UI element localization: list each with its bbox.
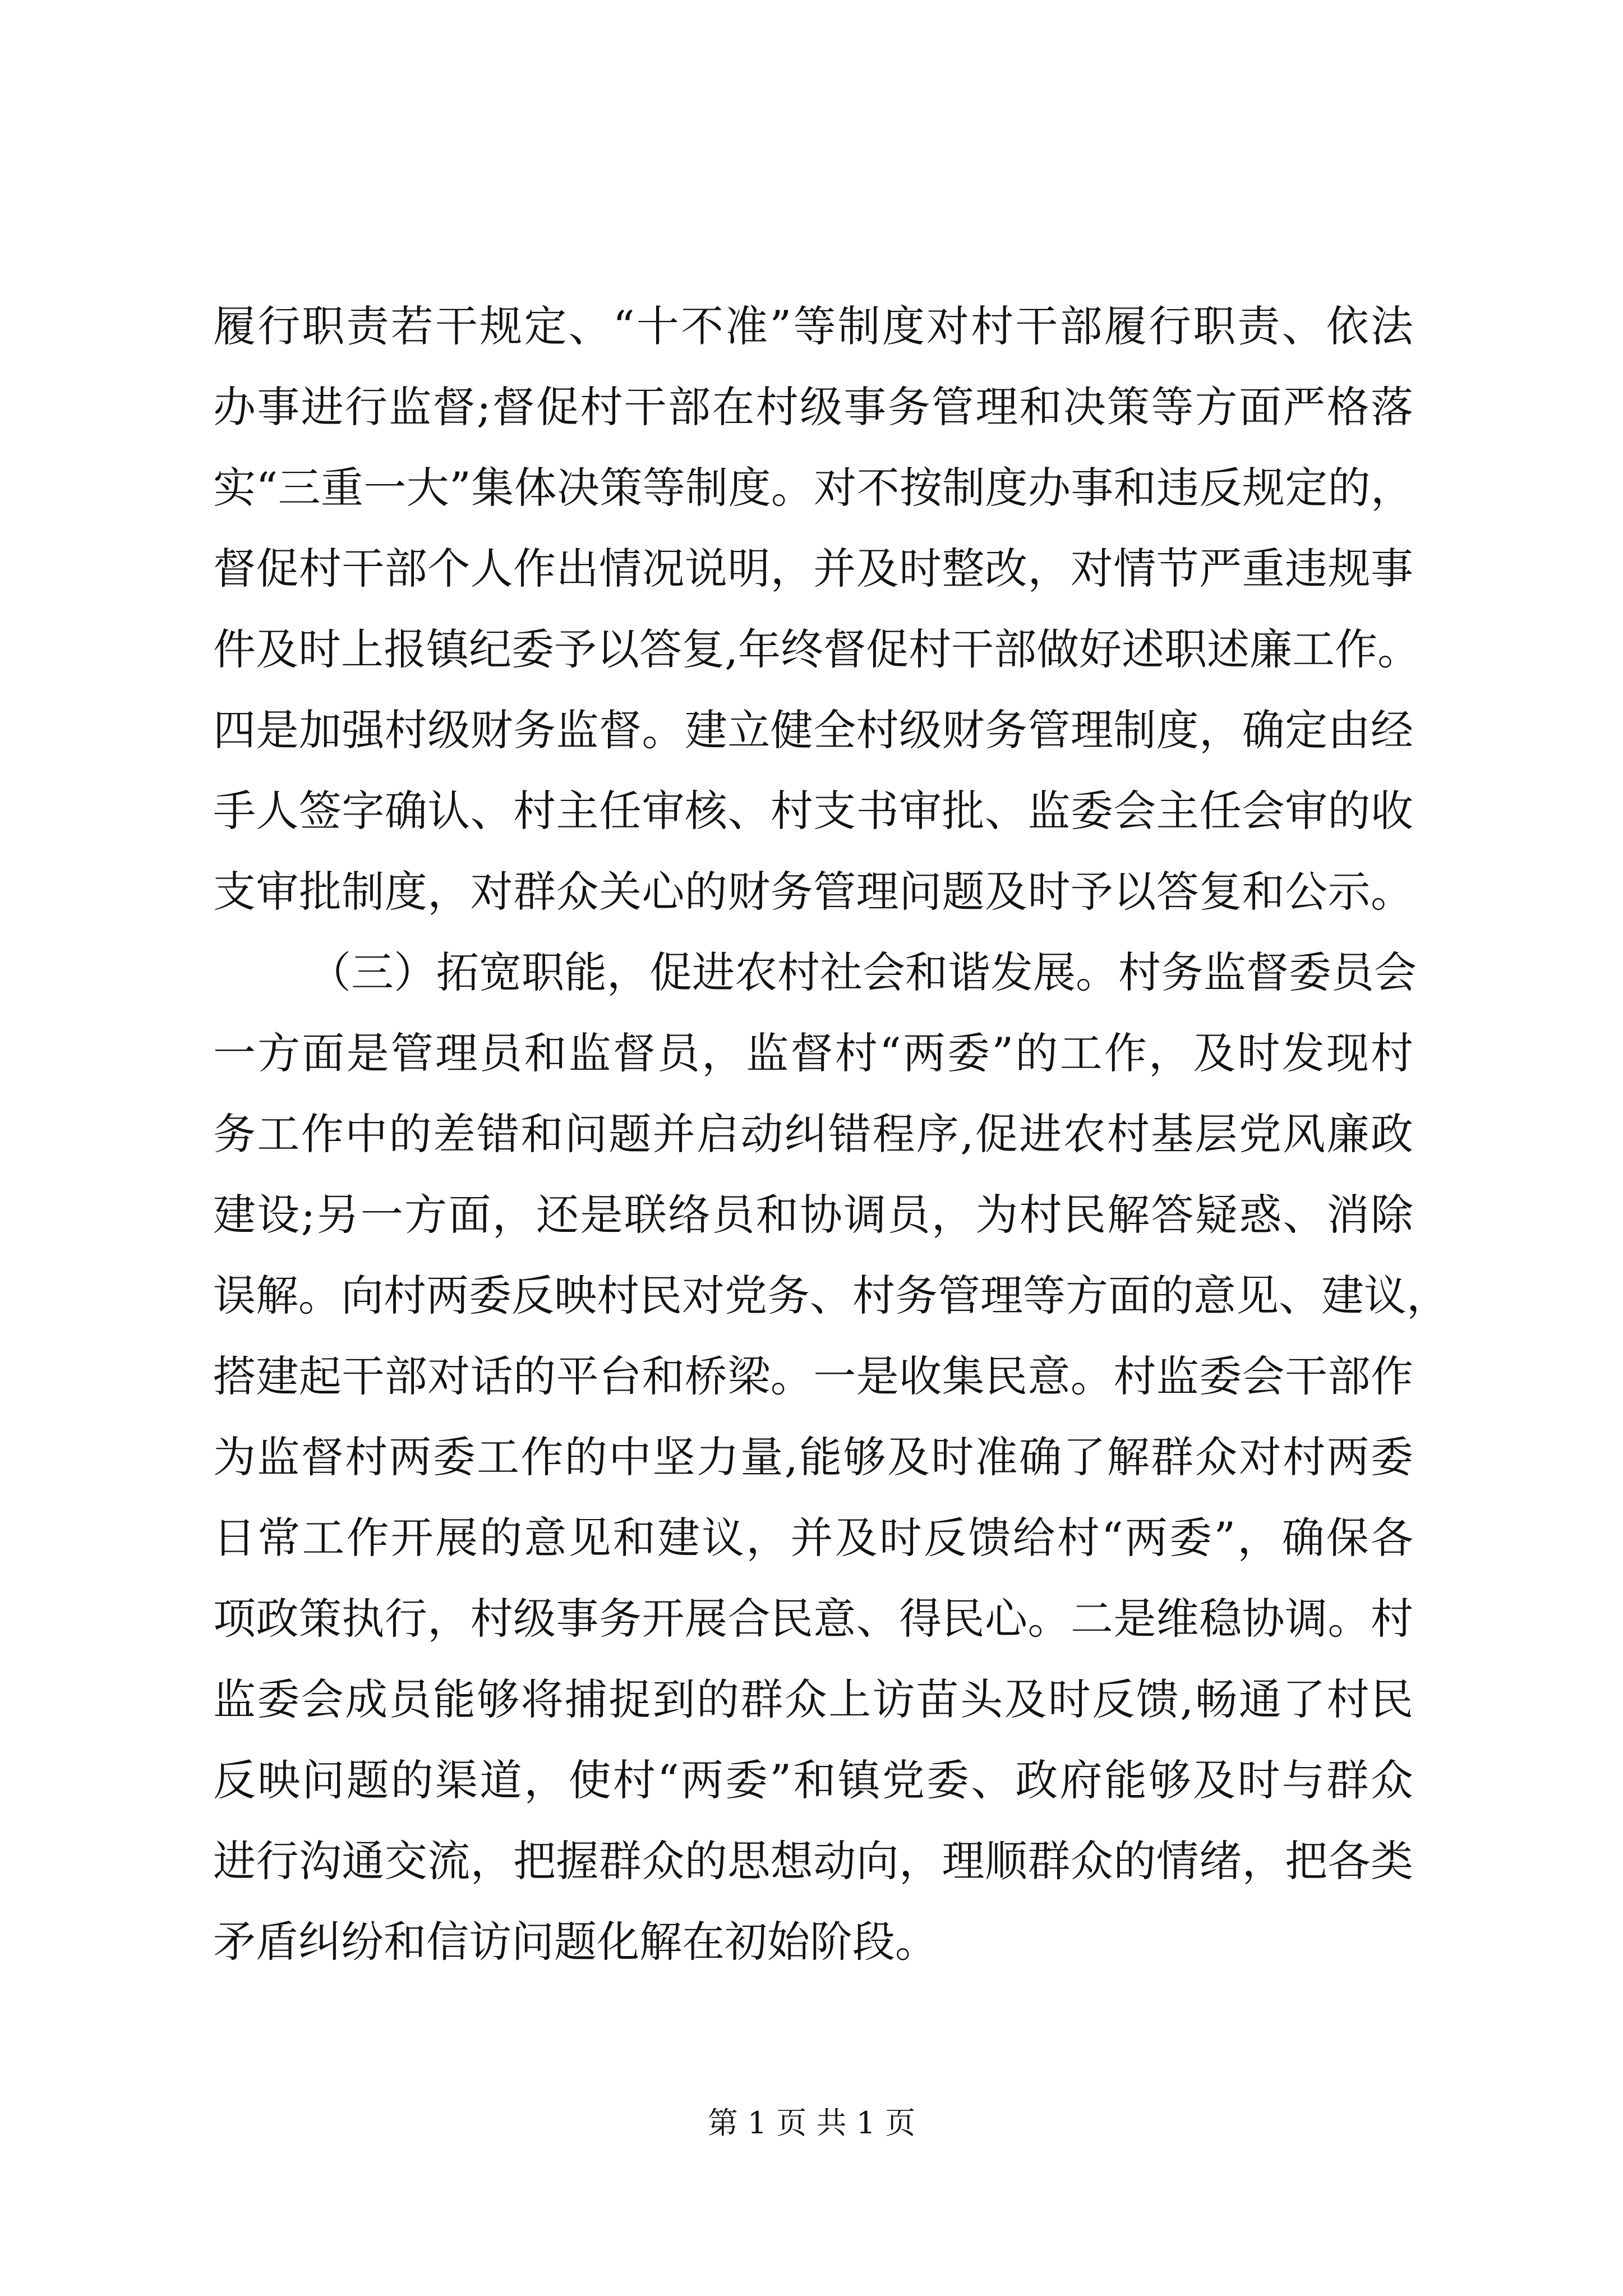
text-line: 务工作中的差错和问题并启动纠错程序,促进农村基层党风廉政 [213,1109,1413,1159]
text-line: 反映问题的渠道，使村“两委”和镇党委、政府能够及时与群众 [213,1755,1413,1805]
text-line: 一方面是管理员和监督员，监督村“两委”的工作，及时发现村 [213,1028,1413,1078]
text-line: 四是加强村级财务监督。建立健全村级财务管理制度，确定由经 [213,705,1413,755]
document-body [213,286,1449,1982]
text-line: 误解。向村两委反映村民对党务、村务管理等方面的意见、建议， [213,1271,1449,1320]
text-line: 搭建起干部对话的平台和桥梁。一是收集民意。村监委会干部作 [213,1351,1413,1401]
text-line: 手人签字确认、村主任审核、村支书审批、监委会主任会审的收 [213,786,1413,836]
text-line: 件及时上报镇纪委予以答复,年终督促村干部做好述职述廉工作。 [213,624,1421,674]
text-line: 监委会成员能够将捕捉到的群众上访苗头及时反馈,畅通了村民 [213,1674,1413,1724]
text-line: 履行职责若干规定、“十不准”等制度对村干部履行职责、依法 [213,301,1413,351]
text-line: 建设;另一方面，还是联络员和协调员，为村民解答疑惑、消除 [213,1190,1413,1240]
page-footer: 第 1 页 共 1 页 [707,2105,916,2141]
text-line: 日常工作开展的意见和建议，并及时反馈给村“两委”，确保各 [213,1513,1413,1563]
text-line: 为监督村两委工作的中坚力量,能够及时准确了解群众对村两委 [213,1432,1413,1482]
text-line: 进行沟通交流，把握群众的思想动向，理顺群众的情绪，把各类 [213,1836,1413,1886]
text-line: 办事进行监督;督促村干部在村级事务管理和决策等方面严格落 [213,382,1413,432]
text-line: 矛盾纠纷和信访问题化解在初始阶段。 [213,1917,938,1967]
text-line: 支审批制度，对群众关心的财务管理问题及时予以答复和公示。 [213,867,1413,917]
section-heading-line: （三）拓宽职能，促进农村社会和谐发展。村务监督委员会 [308,947,1417,997]
text-line: 督促村干部个人作出情况说明，并及时整改，对情节严重违规事 [213,544,1413,593]
text-line: 项政策执行，村级事务开展合民意、得民心。二是维稳协调。村 [213,1594,1413,1644]
text-line: 实“三重一大”集体决策等制度。对不按制度办事和违反规定的， [213,463,1413,513]
